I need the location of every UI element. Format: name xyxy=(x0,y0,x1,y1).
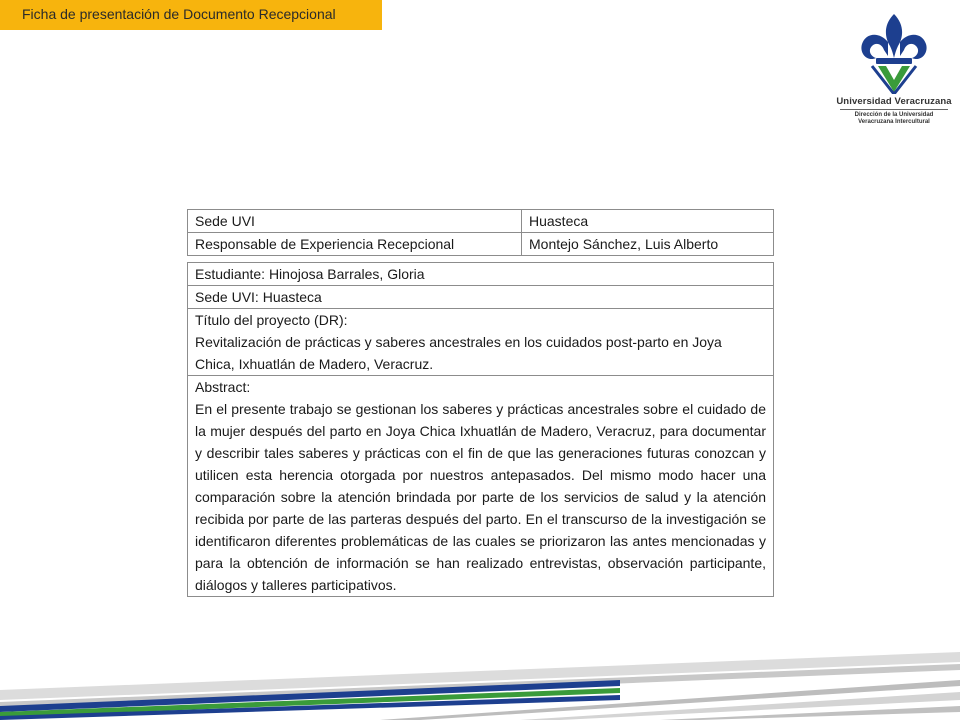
project-title-line-2: Chica, Ixhuatlán de Madero, Veracruz. xyxy=(195,356,434,372)
logo-subtitle-1: Dirección de la Universidad xyxy=(854,112,934,118)
abstract-cell xyxy=(188,376,774,597)
logo-divider xyxy=(840,109,948,110)
student-cell: Estudiante: Hinojosa Barrales, Gloria xyxy=(188,263,774,286)
abstract-label: Abstract: xyxy=(195,379,251,395)
table-row xyxy=(188,233,774,256)
info-table xyxy=(187,209,774,256)
header-banner xyxy=(0,0,382,30)
table-row xyxy=(188,309,774,376)
table-row xyxy=(188,263,774,286)
responsible-label-cell: Responsable de Experiencia Recepcional xyxy=(188,233,522,256)
sede-cell: Sede UVI: Huasteca xyxy=(188,286,774,309)
table-row xyxy=(188,376,774,597)
logo-subtitle-2: Veracruzana Intercultural xyxy=(858,119,930,125)
project-title-cell xyxy=(188,309,774,376)
project-table xyxy=(187,262,774,597)
uv-fleur-de-lis-icon xyxy=(854,12,934,94)
project-title-label: Título del proyecto (DR): xyxy=(195,312,348,328)
banner-title: Ficha de presentación de Documento Recepcional xyxy=(22,6,336,22)
responsible-value-cell: Montejo Sánchez, Luis Alberto xyxy=(522,233,774,256)
abstract-text: En el presente trabajo se gestionan los saberes y prácticas ancestrales sobre el cuidado de la mujer después del parto en Joya Chica Ixhuatlán de Madero, Veracruz, para documentar y describir tales saberes y prácticas con el fin de que las generaciones futuras conozcan y utilicen esta herencia otorgada por nuestros antepasados. Del mismo modo hacer una comparación sobre la atención brindada por parte de los servicios de salud y la atención recibida por parte de las parteras después del parto. En el transcurso de la investigación se identificaron diferentes problemáticas de las cuales se priorizaron las antes mencionadas y para la obtención de información se han realizado entrevistas, observación participante, diálogos y talleres participativos. xyxy=(195,401,766,593)
decorative-stripes xyxy=(0,650,960,720)
table-row xyxy=(188,210,774,233)
project-title-line-1: Revitalización de prácticas y saberes ancestrales en los cuidados post-parto en Joya xyxy=(195,334,722,350)
logo-university-name: Universidad Veracruzana xyxy=(836,96,952,107)
sede-label-cell: Sede UVI xyxy=(188,210,522,233)
university-logo xyxy=(834,12,954,132)
sede-value-cell: Huasteca xyxy=(522,210,774,233)
table-row xyxy=(188,286,774,309)
